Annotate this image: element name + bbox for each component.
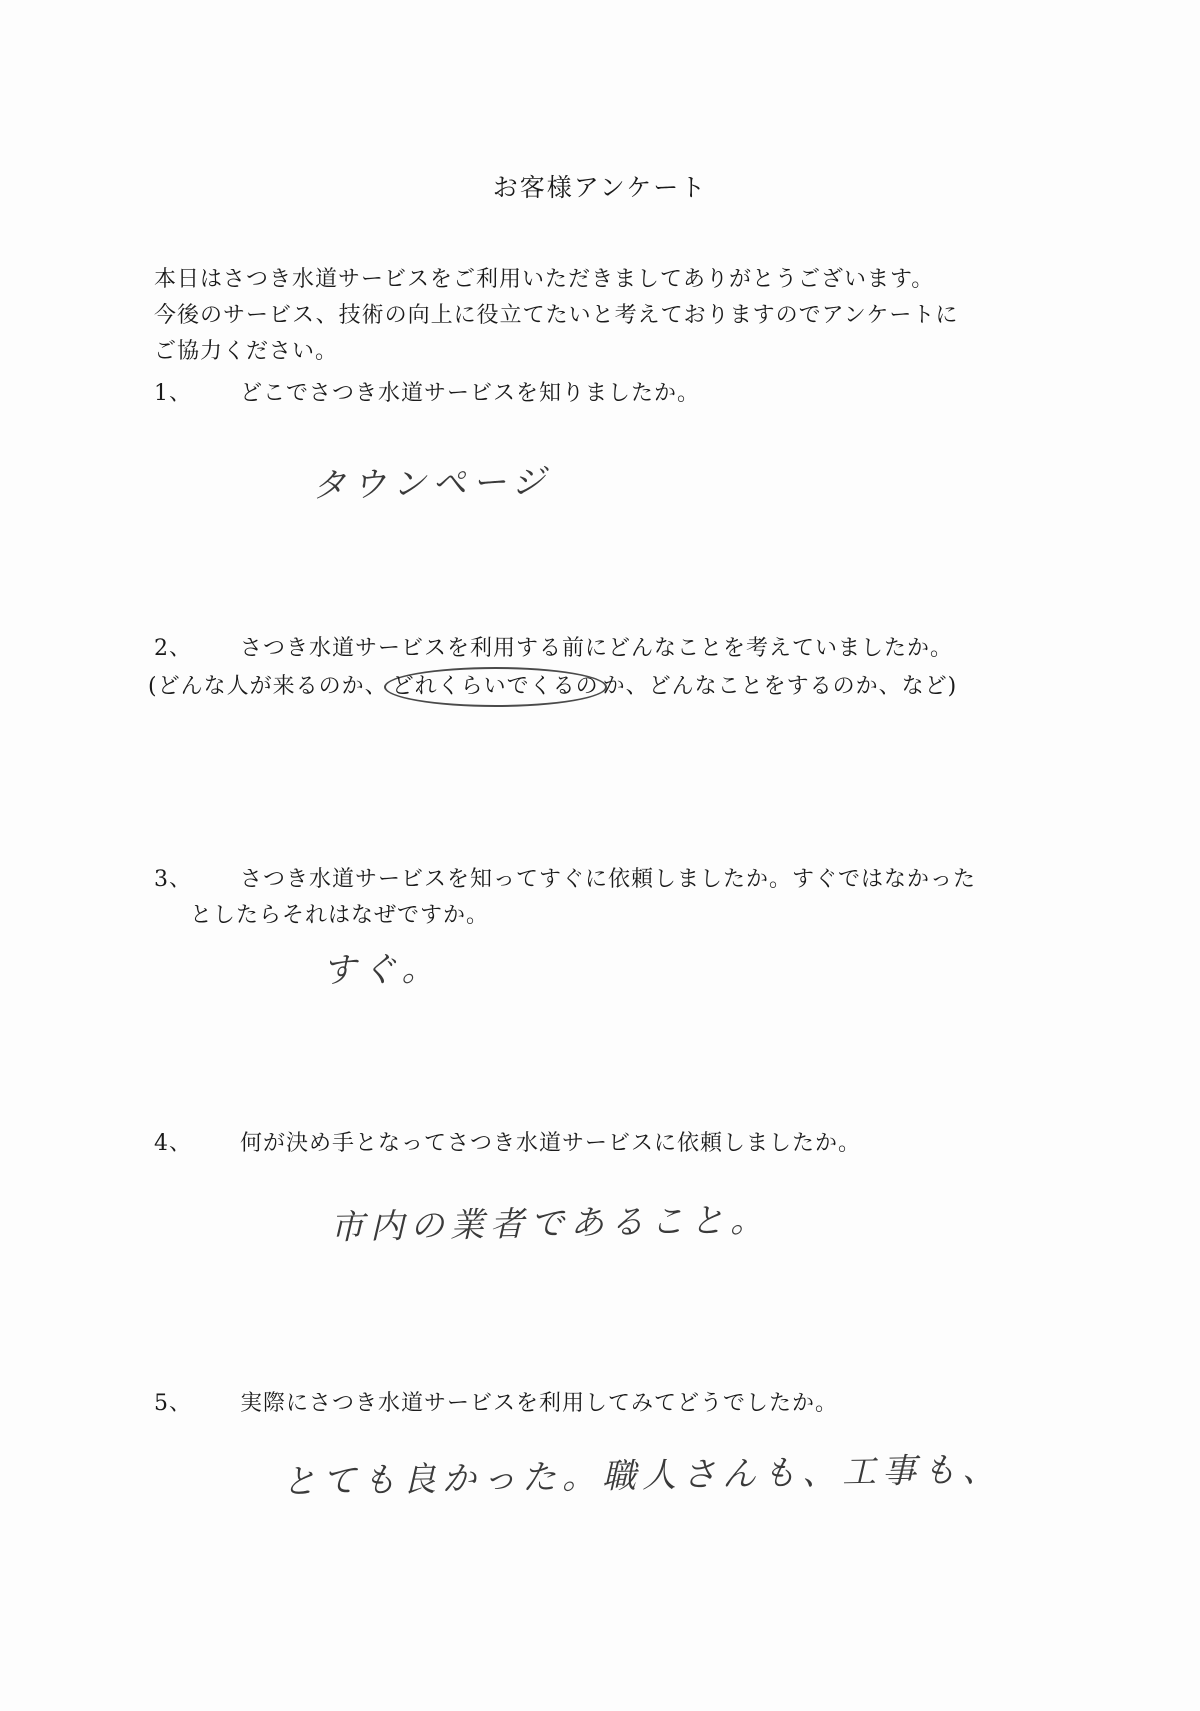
intro-text [154,262,1074,370]
question-5 [154,1386,838,1422]
answer-4-handwritten: 市内の業者であること。 [329,1200,771,1248]
question-number: 5、 [154,1391,192,1416]
intro-line-3: ご協力ください。 [154,339,339,364]
page-title: お客様アンケート [492,173,708,202]
question-number: 1、 [154,381,192,406]
question-number: 4、 [154,1131,192,1156]
question-text-continued: としたらそれはなぜですか。 [190,903,490,928]
answer-3-handwritten: すぐ。 [321,948,442,992]
question-text: どこでさつき水道サービスを知りましたか。 [240,381,701,406]
question-2 [148,631,958,707]
examples-after: か、どんなことをするのか、など) [602,674,958,699]
question-text: 何が決め手となってさつき水道サービスに依頼しましたか。 [240,1131,862,1156]
answer-5-handwritten: とても良かった。職人さんも、工事も、 [281,1449,1003,1503]
question-3 [154,862,976,934]
question-text: 実際にさつき水道サービスを利用してみてどうでしたか。 [240,1391,839,1416]
question-number: 2、 [154,636,192,661]
question-2-examples [148,667,957,707]
answer-1-handwritten: タウンページ [311,461,552,507]
examples-before: (どんな人が来るのか、 [148,674,388,699]
intro-line-2: 今後のサービス、技術の向上に役立てたいと考えておりますのでアンケートに [154,303,959,328]
circled-selection: どれくらいでくるの [384,667,607,707]
intro-line-1: 本日はさつき水道サービスをご利用いただきましてありがとうございます。 [154,267,935,292]
question-1 [154,376,700,412]
question-4 [154,1126,861,1162]
question-text: さつき水道サービスを知ってすぐに依頼しましたか。すぐではなかった [240,867,977,892]
question-number: 3、 [154,867,192,892]
question-text: さつき水道サービスを利用する前にどんなことを考えていましたか。 [240,636,954,661]
